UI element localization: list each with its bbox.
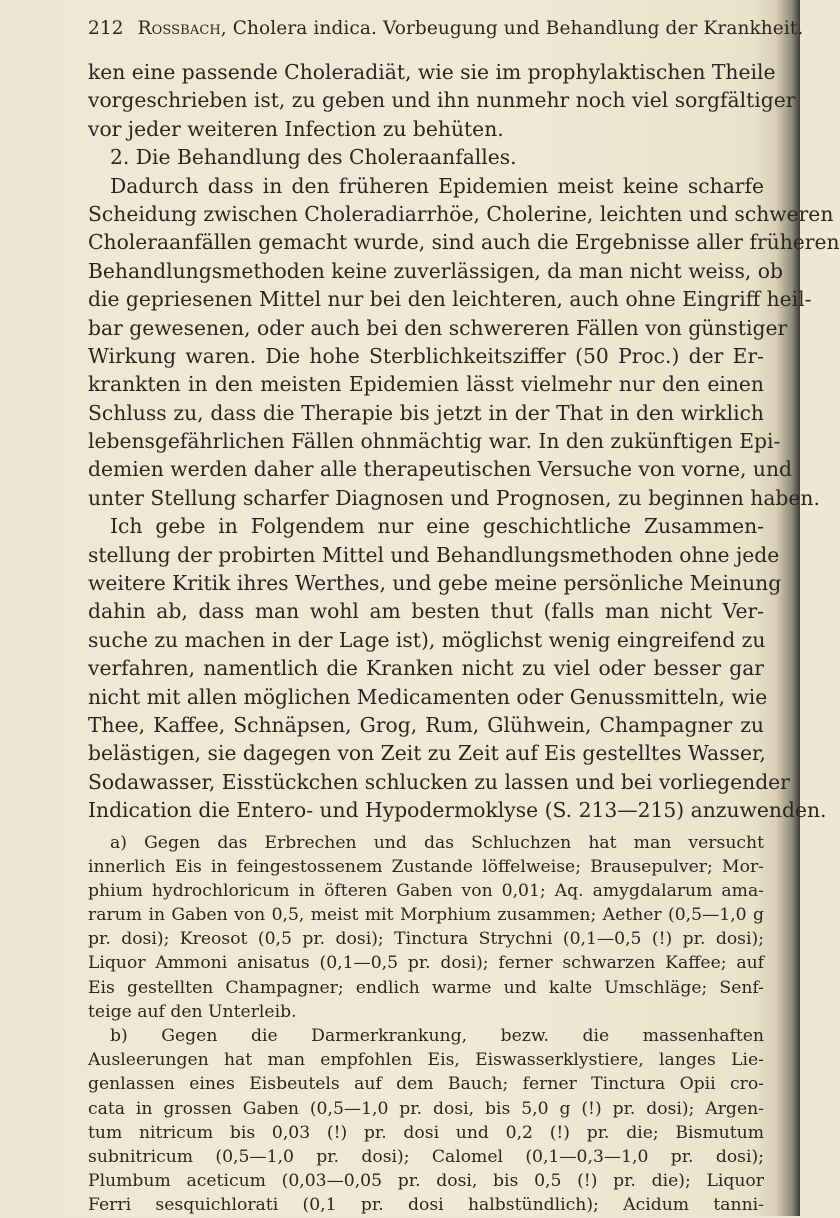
text-line: weitere Kritik ihres Werthes, und gebe meine persönliche Meinung <box>88 571 782 596</box>
text-line: Scheidung zwischen Choleradiarrhöe, Cholerine, leichten und schweren <box>88 201 834 226</box>
text-line: tum nitricum bis 0,03 (!) pr. dosi und 0,2 (!) pr. die; Bismutum <box>88 1122 764 1143</box>
text-line: genlassen eines Eisbeutels auf dem Bauch; ferner Tinctura Opii cro- <box>88 1074 764 1095</box>
text-line: krankten in den meisten Epidemien lässt vielmehr nur den einen <box>88 372 764 397</box>
text-line: phium hydrochloricum in öfteren Gaben von 0,01; Aq. amygdalarum ama- <box>88 880 764 901</box>
text-line: innerlich Eis in feingestossenem Zustande löffelweise; Brausepulver; Mor- <box>88 856 764 877</box>
text-line: Plumbum aceticum (0,03—0,05 pr. dosi, bis 0,5 (!) pr. die); Liquor <box>88 1171 764 1192</box>
text-line: nicht mit allen möglichen Medicamenten oder Genussmitteln, wie <box>88 684 768 709</box>
text-line: b) Gegen die Darmerkrankung, bezw. die massenhaften <box>110 1026 764 1047</box>
text-line: pr. dosi); Kreosot (0,5 pr. dosi); Tinctura Strychni (0,1—0,5 (!) pr. dosi); <box>88 929 764 950</box>
text-line: Eis gestellten Champagner; endlich warme und kalte Umschläge; Senf- <box>88 977 764 998</box>
text-line: die gepriesenen Mittel nur bei den leichteren, auch ohne Eingriff heil- <box>88 287 812 312</box>
text-line: vorgeschrieben ist, zu geben und ihn nunmehr noch viel sorgfältiger <box>88 88 796 113</box>
text-line: teige auf den Unterleib. <box>88 1001 297 1022</box>
text-line: Wirkung waren. Die hohe Sterblichkeitsziffer (50 Proc.) der Er- <box>88 343 764 368</box>
main-paragraphs <box>88 58 840 825</box>
header-author: Rossbach, <box>137 18 227 39</box>
text-line: Thee, Kaffee, Schnäpsen, Grog, Rum, Glühwein, Champagner zu <box>88 712 764 737</box>
main-text <box>88 58 840 1218</box>
header-title: Cholera indica. Vorbeugung und Behandlung der Krankheit. <box>232 18 804 39</box>
text-line: suche zu machen in der Lage ist), möglichst wenig eingreifend zu <box>88 627 766 652</box>
text-line: rarum in Gaben von 0,5, meist mit Morphium zusammen; Aether (0,5—1,0 g <box>88 905 764 926</box>
text-line: Behandlungsmethoden keine zuverlässigen, da man nicht weiss, ob <box>88 258 783 283</box>
text-line: stellung der probirten Mittel und Behandlungsmethoden ohne jede <box>88 542 780 567</box>
text-line: Liquor Ammoni anisatus (0,1—0,5 pr. dosi); ferner schwarzen Kaffee; auf <box>88 953 764 974</box>
text-line: 2. Die Behandlung des Choleraanfalles. <box>110 145 517 170</box>
text-line: verfahren, namentlich die Kranken nicht zu viel oder besser gar <box>88 656 764 681</box>
text-line: bar gewesenen, oder auch bei den schwereren Fällen von günstiger <box>88 315 788 340</box>
text-line: ken eine passende Choleradiät, wie sie im prophylaktischen Theile <box>88 60 776 84</box>
text-line: Sodawasser, Eisstückchen schlucken zu lassen und bei vorliegender <box>88 769 790 794</box>
text-line: vor jeder weiteren Infection zu behüten. <box>88 116 504 141</box>
footnote-paragraphs <box>88 831 764 1218</box>
text-line: Ich gebe in Folgendem nur eine geschichtliche Zusammen- <box>110 514 764 539</box>
text-line: unter Stellung scharfer Diagnosen und Prognosen, zu beginnen haben. <box>88 485 820 510</box>
text-line: dahin ab, dass man wohl am besten thut (falls man nicht Ver- <box>88 599 764 624</box>
text-line: Ausleerungen hat man empfohlen Eis, Eiswasserklystiere, langes Lie- <box>88 1050 764 1071</box>
running-header <box>88 18 804 39</box>
page-number: 212 <box>88 18 124 39</box>
text-line: Choleraanfällen gemacht wurde, sind auch die Ergebnisse aller früheren <box>88 230 840 255</box>
text-line: Ferri sesquichlorati (0,1 pr. dosi halbstündlich); Acidum tanni- <box>88 1195 764 1216</box>
text-line: belästigen, sie dagegen von Zeit zu Zeit auf Eis gestelltes Wasser, <box>88 741 766 766</box>
text-line: Schluss zu, dass die Therapie bis jetzt in der That in den wirklich <box>88 400 764 425</box>
text-line: Indication die Entero- und Hypodermoklyse (S. 213—215) anzuwenden. <box>88 798 827 823</box>
text-line: cata in grossen Gaben (0,5—1,0 pr. dosi, bis 5,0 g (!) pr. dosi); Argen- <box>88 1098 764 1119</box>
text-line: lebensgefährlichen Fällen ohnmächtig war. In den zukünftigen Epi- <box>88 429 781 454</box>
text-line: Dadurch dass in den früheren Epidemien meist keine scharfe <box>110 173 764 198</box>
text-line: subnitricum (0,5—1,0 pr. dosi); Calomel (0,1—0,3—1,0 pr. dosi); <box>88 1146 764 1167</box>
text-line: a) Gegen das Erbrechen und das Schluchzen hat man versucht <box>110 832 764 853</box>
text-line: demien werden daher alle therapeutischen Versuche von vorne, und <box>88 457 793 482</box>
